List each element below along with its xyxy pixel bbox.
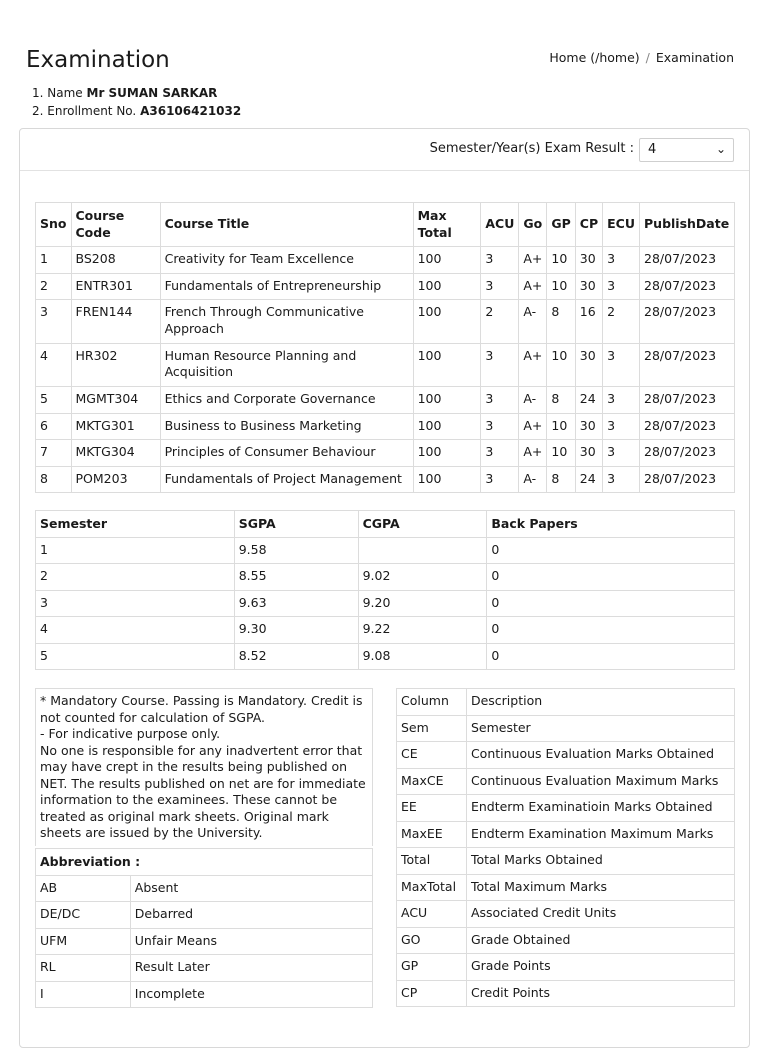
table-cell: Debarred <box>130 902 372 929</box>
table-cell: 28/07/2023 <box>640 247 735 274</box>
table-cell: I <box>36 981 131 1008</box>
table-cell: Associated Credit Units <box>466 901 734 928</box>
abbreviation-table-body <box>36 875 373 1008</box>
table-cell: 100 <box>413 413 481 440</box>
notes-box <box>35 688 373 846</box>
table-cell: 3 <box>481 413 519 440</box>
table-cell: Continuous Evaluation Maximum Marks <box>466 768 734 795</box>
legend-row <box>397 821 735 848</box>
table-cell: Credit Points <box>466 980 734 1007</box>
table-cell: 30 <box>575 247 602 274</box>
table-cell: 3 <box>481 273 519 300</box>
semester-row <box>36 537 735 564</box>
abbreviation-row <box>36 981 373 1008</box>
course-results-table <box>35 202 735 493</box>
table-cell: 3 <box>481 387 519 414</box>
column-header: CP <box>575 203 602 247</box>
table-cell: Sem <box>397 715 467 742</box>
table-cell: Continuous Evaluation Marks Obtained <box>466 742 734 769</box>
table-cell: Principles of Consumer Behaviour <box>160 440 413 467</box>
student-name-label: 1. Name <box>32 86 83 100</box>
course-row <box>36 440 735 467</box>
table-cell: 30 <box>575 440 602 467</box>
table-cell: 3 <box>481 247 519 274</box>
table-cell: 8 <box>547 300 575 344</box>
table-cell: 3 <box>481 466 519 493</box>
table-cell: 3 <box>481 343 519 387</box>
table-cell: EE <box>397 795 467 822</box>
table-cell: UFM <box>36 928 131 955</box>
table-cell: 24 <box>575 387 602 414</box>
table-cell: 28/07/2023 <box>640 466 735 493</box>
table-cell: Endterm Examinatioin Marks Obtained <box>466 795 734 822</box>
table-cell: 2 <box>481 300 519 344</box>
table-cell: Semester <box>466 715 734 742</box>
legend-row <box>397 848 735 875</box>
table-cell: 2 <box>36 273 72 300</box>
abbreviation-row <box>36 902 373 929</box>
table-cell: 0 <box>487 537 735 564</box>
disclaimer-note: No one is responsible for any inadvertent error that may have crept in the results being published on NET. The results published on net are for immediate information to the examinees. These cannot be treated as original mark sheets. Original mark sheets are issued by the University. <box>40 742 366 840</box>
table-cell: 28/07/2023 <box>640 343 735 387</box>
semester-row <box>36 643 735 670</box>
student-name: Mr SUMAN SARKAR <box>86 86 218 100</box>
table-cell: ENTR301 <box>71 273 160 300</box>
semester-select-value: 4 <box>648 142 657 157</box>
table-cell: A+ <box>519 273 547 300</box>
column-header: CGPA <box>358 511 487 538</box>
table-cell <box>358 537 487 564</box>
table-cell: 28/07/2023 <box>640 273 735 300</box>
table-cell: Grade Points <box>466 954 734 981</box>
table-cell: MaxEE <box>397 821 467 848</box>
table-cell: 8.55 <box>234 564 358 591</box>
table-cell: Ethics and Corporate Governance <box>160 387 413 414</box>
table-cell: 100 <box>413 300 481 344</box>
student-info <box>32 84 241 120</box>
enrollment-row <box>32 102 241 120</box>
table-cell: Grade Obtained <box>466 927 734 954</box>
column-header: Back Papers <box>487 511 735 538</box>
table-cell: Total <box>397 848 467 875</box>
table-cell: RL <box>36 955 131 982</box>
table-cell: 3 <box>36 590 235 617</box>
table-cell: 10 <box>547 440 575 467</box>
table-cell: 8 <box>36 466 72 493</box>
table-cell: 9.22 <box>358 617 487 644</box>
table-cell: 0 <box>487 643 735 670</box>
table-cell: 28/07/2023 <box>640 387 735 414</box>
legend-row <box>397 768 735 795</box>
table-cell: GP <box>397 954 467 981</box>
table-cell: Fundamentals of Project Management <box>160 466 413 493</box>
table-cell: A+ <box>519 343 547 387</box>
breadcrumb-current: Examination <box>655 50 734 65</box>
table-cell: 3 <box>36 300 72 344</box>
table-cell: 3 <box>603 343 640 387</box>
table-cell: 0 <box>487 617 735 644</box>
column-header: GP <box>547 203 575 247</box>
course-row <box>36 387 735 414</box>
table-cell: A- <box>519 466 547 493</box>
table-cell: 9.02 <box>358 564 487 591</box>
table-cell: Total Marks Obtained <box>466 848 734 875</box>
table-cell: MKTG304 <box>71 440 160 467</box>
table-cell: GO <box>397 927 467 954</box>
table-cell: 0 <box>487 590 735 617</box>
column-header: Course Code <box>71 203 160 247</box>
breadcrumb <box>549 50 734 65</box>
table-cell: Endterm Examination Maximum Marks <box>466 821 734 848</box>
column-header: Sno <box>36 203 72 247</box>
table-cell: 8 <box>547 466 575 493</box>
table-cell: 3 <box>603 273 640 300</box>
table-cell: 28/07/2023 <box>640 440 735 467</box>
table-cell: CE <box>397 742 467 769</box>
table-cell: BS208 <box>71 247 160 274</box>
table-cell: A- <box>519 387 547 414</box>
table-cell: MaxCE <box>397 768 467 795</box>
course-row <box>36 343 735 387</box>
table-cell: 100 <box>413 440 481 467</box>
column-header: ECU <box>603 203 640 247</box>
semester-row <box>36 564 735 591</box>
table-cell: DE/DC <box>36 902 131 929</box>
table-cell: 3 <box>481 440 519 467</box>
table-cell: 8.52 <box>234 643 358 670</box>
table-cell: A+ <box>519 413 547 440</box>
table-cell: 1 <box>36 247 72 274</box>
course-row <box>36 466 735 493</box>
course-row <box>36 273 735 300</box>
table-cell: 9.20 <box>358 590 487 617</box>
table-cell: MKTG301 <box>71 413 160 440</box>
column-header: Max Total <box>413 203 481 247</box>
table-cell: ACU <box>397 901 467 928</box>
table-cell: Incomplete <box>130 981 372 1008</box>
abbreviation-table <box>35 848 373 1008</box>
table-cell: 100 <box>413 247 481 274</box>
legend-row <box>397 795 735 822</box>
table-cell: A- <box>519 300 547 344</box>
abbreviation-row <box>36 928 373 955</box>
legend-row <box>397 980 735 1007</box>
table-cell: Business to Business Marketing <box>160 413 413 440</box>
table-cell: 7 <box>36 440 72 467</box>
legend-row <box>397 689 735 716</box>
column-header: SGPA <box>234 511 358 538</box>
column-legend-table <box>396 688 735 1007</box>
table-cell: Creativity for Team Excellence <box>160 247 413 274</box>
table-cell: 4 <box>36 617 235 644</box>
student-name-row <box>32 84 241 102</box>
table-cell: Human Resource Planning and Acquisition <box>160 343 413 387</box>
legend-table-body <box>397 689 735 1007</box>
table-cell: 1 <box>36 537 235 564</box>
course-row <box>36 300 735 344</box>
table-cell: POM203 <box>71 466 160 493</box>
table-cell: 28/07/2023 <box>640 413 735 440</box>
table-cell: 3 <box>603 413 640 440</box>
table-cell: 10 <box>547 273 575 300</box>
course-row <box>36 247 735 274</box>
course-table-header <box>36 203 735 247</box>
chevron-down-icon: ⌄ <box>715 142 726 156</box>
table-cell: 3 <box>603 440 640 467</box>
table-cell: 28/07/2023 <box>640 300 735 344</box>
legend-row <box>397 874 735 901</box>
table-cell: 6 <box>36 413 72 440</box>
semester-row <box>36 617 735 644</box>
table-cell: Unfair Means <box>130 928 372 955</box>
column-header: Course Title <box>160 203 413 247</box>
table-cell: Fundamentals of Entrepreneurship <box>160 273 413 300</box>
table-cell: Absent <box>130 875 372 902</box>
table-cell: 9.63 <box>234 590 358 617</box>
semester-summary-table <box>35 510 735 670</box>
column-header: ACU <box>481 203 519 247</box>
table-cell: 10 <box>547 413 575 440</box>
table-cell: Result Later <box>130 955 372 982</box>
table-cell: 16 <box>575 300 602 344</box>
table-cell: FREN144 <box>71 300 160 344</box>
table-cell: 30 <box>575 343 602 387</box>
table-cell: 9.08 <box>358 643 487 670</box>
table-cell: 4 <box>36 343 72 387</box>
semester-row <box>36 590 735 617</box>
column-header: PublishDate <box>640 203 735 247</box>
table-cell: 5 <box>36 643 235 670</box>
table-cell: AB <box>36 875 131 902</box>
table-cell: 30 <box>575 273 602 300</box>
table-cell: 9.58 <box>234 537 358 564</box>
table-cell: CP <box>397 980 467 1007</box>
table-cell: 9.30 <box>234 617 358 644</box>
column-header: Semester <box>36 511 235 538</box>
mandatory-note: * Mandatory Course. Passing is Mandatory. Credit is not counted for calculation of SGPA. <box>40 693 363 725</box>
table-cell: French Through Communicative Approach <box>160 300 413 344</box>
legend-row <box>397 901 735 928</box>
semester-table-body <box>36 537 735 670</box>
table-cell: 100 <box>413 387 481 414</box>
semester-select[interactable] <box>639 138 734 162</box>
legend-row <box>397 954 735 981</box>
course-row <box>36 413 735 440</box>
breadcrumb-separator: / <box>645 50 650 65</box>
table-cell: 24 <box>575 466 602 493</box>
page-title: Examination <box>26 47 170 73</box>
table-cell: A+ <box>519 247 547 274</box>
table-cell: 100 <box>413 343 481 387</box>
table-cell: Column <box>397 689 467 716</box>
table-cell: 3 <box>603 387 640 414</box>
abbreviation-row <box>36 955 373 982</box>
table-cell: 2 <box>36 564 235 591</box>
table-cell: Total Maximum Marks <box>466 874 734 901</box>
enrollment-label: 2. Enrollment No. <box>32 104 137 118</box>
table-cell: 5 <box>36 387 72 414</box>
table-cell: 3 <box>603 247 640 274</box>
table-cell: 2 <box>603 300 640 344</box>
indicative-note: - For indicative purpose only. <box>40 726 221 741</box>
table-cell: HR302 <box>71 343 160 387</box>
semester-table-header <box>36 511 735 538</box>
legend-row <box>397 715 735 742</box>
abbreviation-title: Abbreviation : <box>36 849 373 876</box>
table-cell: 3 <box>603 466 640 493</box>
breadcrumb-home-link[interactable]: Home (/home) <box>549 50 640 65</box>
table-cell: A+ <box>519 440 547 467</box>
course-table-body <box>36 247 735 493</box>
table-cell: 100 <box>413 273 481 300</box>
table-cell: MGMT304 <box>71 387 160 414</box>
table-cell: MaxTotal <box>397 874 467 901</box>
table-cell: 8 <box>547 387 575 414</box>
table-cell: 30 <box>575 413 602 440</box>
table-cell: 10 <box>547 247 575 274</box>
table-cell: 0 <box>487 564 735 591</box>
table-cell: 100 <box>413 466 481 493</box>
table-cell: Description <box>466 689 734 716</box>
column-header: Go <box>519 203 547 247</box>
semester-select-label: Semester/Year(s) Exam Result : <box>429 141 634 156</box>
abbreviation-row <box>36 875 373 902</box>
table-cell: 10 <box>547 343 575 387</box>
card-header <box>20 129 749 171</box>
enrollment-number: A36106421032 <box>140 104 242 118</box>
legend-row <box>397 927 735 954</box>
legend-row <box>397 742 735 769</box>
